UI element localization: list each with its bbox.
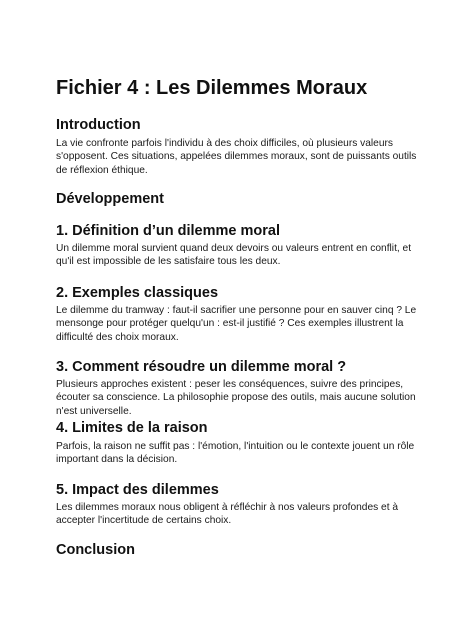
document-title: Fichier 4 : Les Dilemmes Moraux	[56, 77, 368, 99]
heading-definition: 1. Définition d’un dilemme moral	[56, 223, 280, 239]
heading-exemples: 2. Exemples classiques	[56, 285, 219, 301]
paragraph-definition: Un dilemme moral survient quand deux devoirs ou valeurs entrent en conflit, et qu'il est impossible de les satisfaire tous les deux.	[56, 243, 412, 268]
heading-developpement: Développement	[56, 191, 164, 207]
heading-resoudre: 3. Comment résoudre un dilemme moral ?	[56, 359, 347, 375]
paragraph-exemples: Le dilemme du tramway : faut-il sacrifier une personne pour en sauver cinq ? Le mensonge pour protéger quelqu'un : est-il justifié ? Ces exemples illustrent la difficulté des choix moraux.	[56, 305, 417, 343]
heading-conclusion: Conclusion	[56, 542, 135, 558]
paragraph-impact: Les dilemmes moraux nous obligent à réfléchir à nos valeurs profondes et à accepter l'incertitude de certains choix.	[56, 502, 399, 527]
heading-limites: 4. Limites de la raison	[56, 420, 208, 436]
heading-impact: 5. Impact des dilemmes	[56, 482, 219, 498]
paragraph-limites: Parfois, la raison ne suffit pas : l'émotion, l'intuition ou le contexte jouent un rôle important dans la décision.	[56, 441, 415, 466]
paragraph-introduction: La vie confronte parfois l'individu à des choix difficiles, où plusieurs valeurs s'opposent. Ces situations, appelées dilemmes moraux, sont de puissants outils de réflexion éthique.	[56, 138, 417, 176]
paragraph-resoudre: Plusieurs approches existent : peser les conséquences, suivre des principes, écouter sa conscience. La philosophie propose des outils, mais aucune solution n'est universelle.	[56, 379, 416, 417]
heading-introduction: Introduction	[56, 117, 141, 133]
